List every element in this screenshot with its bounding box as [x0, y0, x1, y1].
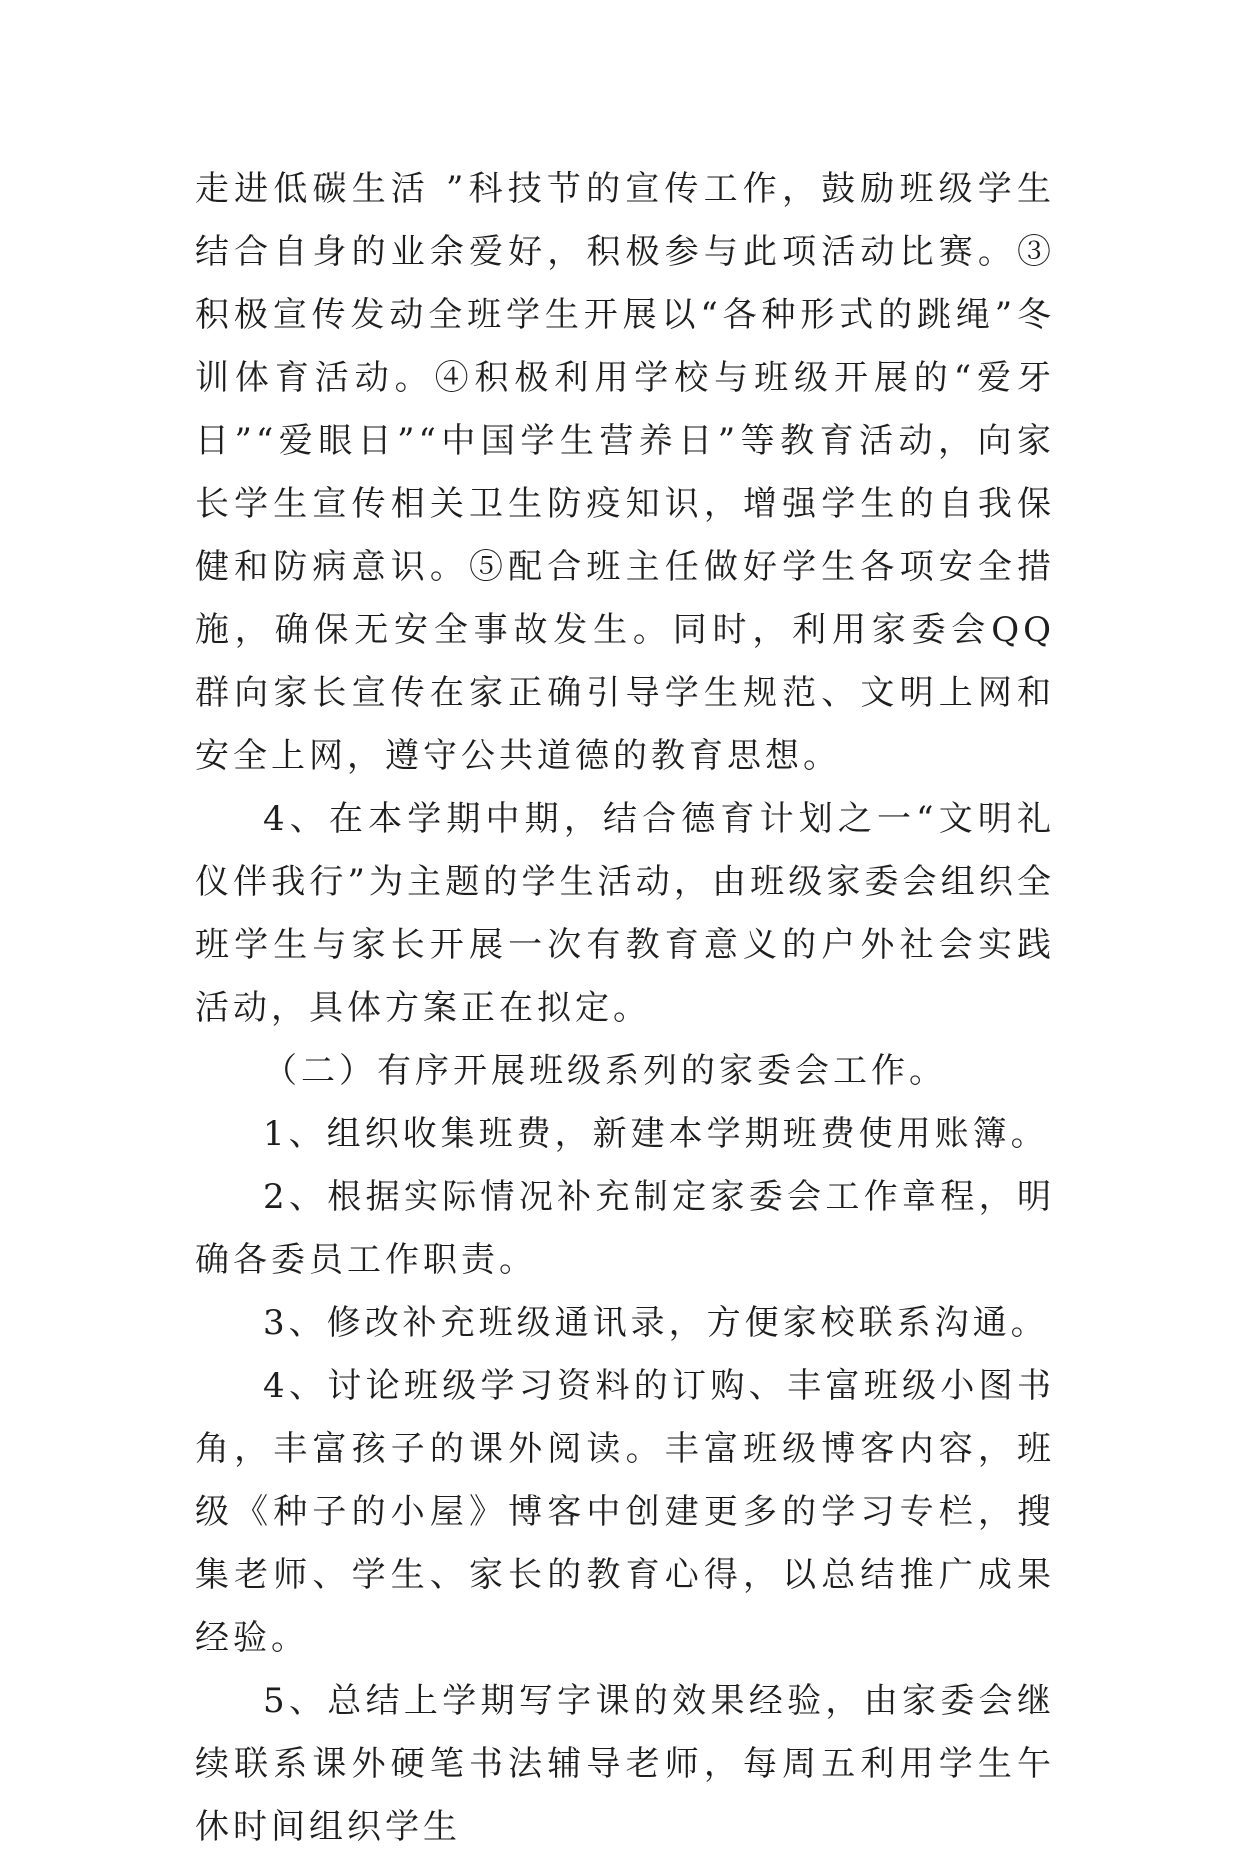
paragraph-continued-activities: 走进低碳生活 ”科技节的宣传工作，鼓励班级学生结合自身的业余爱好，积极参与此项活动比赛。③积极宣传发动全班学生开展以“各种形式的跳绳”冬训体育活动。④积极利用学校与班级开展的“爱牙日”“爱眼日”“中国学生营养日”等教育活动，向家长学生宣传相关卫生防疫知识，增强学生的自我保健和防病意识。⑤配合班主任做好学生各项安全措施，确保无安全事故发生。同时，利用家委会QQ群向家长宣传在家正确引导学生规范、文明上网和安全上网，遵守公共道德的教育思想。	[195, 169, 1055, 776]
paragraph-item-4-study-materials: 4、讨论班级学习资料的订购、丰富班级小图书角，丰富孩子的课外阅读。丰富班级博客内容，班级《种子的小屋》博客中创建更多的学习专栏，搜集老师、学生、家长的教育心得，以总结推广成果经验。	[195, 1366, 1055, 1658]
document-body	[195, 158, 1055, 1859]
paragraph-item-3-contact-list: 3、修改补充班级通讯录，方便家校联系沟通。	[263, 1303, 1049, 1343]
paragraph-item-4-practice-activity: 4、在本学期中期，结合德育计划之一“文明礼仪伴我行”为主题的学生活动，由班级家委会组织全班学生与家长开展一次有教育意义的户外社会实践活动，具体方案正在拟定。	[195, 799, 1055, 1028]
paragraph-item-1-class-fees: 1、组织收集班费，新建本学期班费使用账簿。	[263, 1114, 1049, 1154]
paragraph-item-5-calligraphy: 5、总结上学期写字课的效果经验，由家委会继续联系课外硬笔书法辅导老师，每周五利用学生午休时间组织学生	[195, 1681, 1055, 1847]
paragraph-item-2-committee-charter: 2、根据实际情况补充制定家委会工作章程，明确各委员工作职责。	[195, 1177, 1055, 1280]
section-heading-committee-work: （二）有序开展班级系列的家委会工作。	[263, 1051, 947, 1091]
